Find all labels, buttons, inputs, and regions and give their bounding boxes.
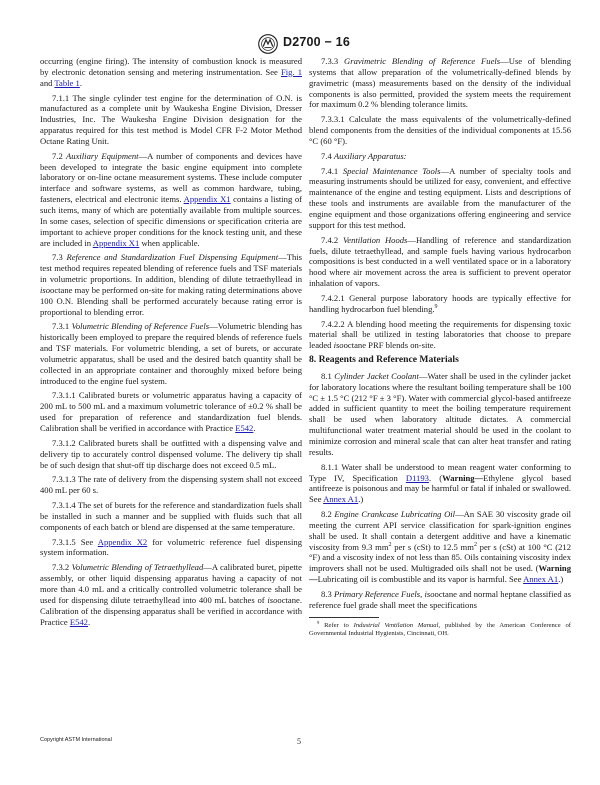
cross-reference-link[interactable]: Appendix X1 [92,237,140,248]
text-run: for volumetric reference fuel dispensing system information. [40,536,302,558]
text-run: —Use of blending systems that allow preparation of the volumetrically-defined blends by gravimetric (mass) measurements based on the density of the individual components is also permitted, provided the system meets the requirement for maximum 0.2 % blending tolerance limits. [309,56,571,110]
paragraph-p-7-3-2 [40,562,302,627]
cross-reference-link[interactable]: Annex A1 [523,574,559,585]
text-run: and [40,77,55,88]
text-run: —This test method requires repeated blending of reference fuels and TSF materials in volumetric proportions. In addition, blending of dilute tetraethyllead in [40,252,302,285]
text-run: Warning— [442,472,484,483]
text-run: octane may be performed on-site for making rating determinations above 100 O.N. Blending shall be performed accurately because rating error is proportional to blending error. [40,284,302,317]
text-run: —Volumetric blending has historically been employed to prepare the required blends of reference fuels and TSF materials. For volumetric blending, a set of burets, or accurate volumetric apparatus, shall be used and the desired batch quantity shall be collected in an appropriate container and thoroughly mixed before being introduced to the engine fuel system. [40,321,302,386]
text-run: 8. Reagents and Reference Materials [309,354,459,366]
text-run: 7.3.1.4 The set of burets for the reference and standardization fuels shall be installed in such a manner and be supplied with fluids such that all components of each batch or blend are dispensed at the same temperature. [40,500,302,532]
cross-reference-link[interactable]: Fig. 1 [280,66,303,77]
text-run: 8.3 [321,588,334,599]
page-number: 5 [297,737,301,746]
superscript: 2 [388,541,392,548]
paragraph-p-7-3-3-1 [309,114,571,147]
text-run: Gravimetric Blending of Reference Fuels [344,56,501,66]
paragraph-p-7-3-3 [309,56,571,110]
paragraph-p-7-3-1-3 [40,474,302,496]
paragraph-p-7-3-1-1 [40,390,302,433]
cross-reference-link[interactable]: E542 [235,423,254,433]
text-run: 7.3.3.1 Calculate the mass equivalents of the volumetrically-defined blend components from the densities of the individual components at 15.56 °C (60 °F). [309,114,571,146]
footnote-9 [309,619,571,638]
paragraph-p-7-3-1 [40,321,302,386]
text-run: Lubricating oil is combustible and its vapor is harmful. See [317,574,524,585]
text-run: , published by the American Conference of Governmental Industrial Hygienists, Cincinnati, OH. [309,621,571,637]
text-run: iso [424,588,435,599]
paragraph-p-7-1-1 [40,93,302,147]
text-run: Auxiliary Apparatus: [333,150,407,161]
superscript: 9 [317,619,320,625]
text-run: iso [40,284,51,295]
text-run: 8.1 [321,370,335,381]
footnote-separator [309,617,379,618]
paragraph-p-7-2 [40,151,302,249]
text-run: Volumetric Blending of Tetraethyllead [71,562,204,573]
paragraph-p-7-3-1-2 [40,438,302,471]
right-column [309,56,571,638]
section-heading [309,355,571,366]
paragraph-p-7-4-2 [309,235,571,289]
text-run: occurring (engine firing). The intensity of combustion knock is measured by electronic detonation sensing and metering instrumentation. See [40,56,302,77]
standard-designation: D2700 − 16 [283,35,350,49]
cross-reference-link[interactable]: Table 1 [54,77,80,88]
paragraph-p-7-3 [40,252,302,317]
text-run: Ventilation Hoods [342,234,408,245]
cross-reference-link[interactable]: E542 [69,616,88,627]
copyright-notice: Copyright ASTM International [40,737,112,743]
paragraph-p-7-4-2-1 [309,293,571,315]
text-run: Refer to [319,621,354,629]
text-run: —A number of specialty tools and measuring instruments should be utilized for easy, convenient, and effective maintenance of the engine and testing equipment. Lists and descriptions of these tools and instruments are available from the manufacturer of the engine equipment and those organizations offering engineering and service support for this test method. [309,165,571,230]
text-run: . [79,77,82,88]
paragraph-p-8-2 [309,509,571,585]
cross-reference-link[interactable]: Appendix X1 [183,194,231,205]
text-run: 7.4.2.1 General purpose laboratory hoods are typically effective for handling hydrocarbon fuel blending. [309,292,571,314]
text-run: —Handling of reference and standardization fuels, dilute tetraethyllead, and sample fuels having various hydrocarbon compositions is best conducted in a well ventilated space or in a laboratory hood where air movement across the area is sufficient to prevent operator inhalation of vapors. [309,234,571,289]
paragraph-p-7-4-2-2 [309,319,571,352]
text-run: 7.3.1.2 Calibrated burets shall be outfitted with a dispensing valve and delivery tip to accurately control dispensed volume. The delivery tip shall be of such design that shut-off tip discharge does not exceed 0.5 mL. [40,437,302,470]
text-run: —Water shall be used in the cylinder jacket for laboratory locations where the resultant boiling temperature shall be 100 °C ± 1.5 °C (212 °F ± 3 °F). Water with commercial glycol-based antifreeze added in sufficient quantity to meet the boiling temperature requirement shall be used when laboratory altitude dictates. A commercial multifunctional water treatment material should be used in the coolant to minimize corrosion and mineral scale that can alter heat transfer and rating results. [309,370,571,457]
superscript: 2 [473,541,477,548]
text-run: 7.3.1 [52,321,72,332]
text-run: 7.3.1.1 Calibrated burets or volumetric apparatus having a capacity of 200 mL to 500 mL and a maximum volumetric tolerance of ±0.2 % shall be used for preparation of reference and standardization fuel blends. Calibration shall be verified in accordance with Practice [40,390,302,433]
text-run: 7.3.1.5 See [52,536,98,547]
page-header [0,33,600,55]
astm-logo-icon [258,34,278,54]
text-run: Volumetric Blending of Reference Fuels [71,321,210,332]
text-run: 7.4.2 [321,234,343,245]
text-run: when applicable. [139,237,200,248]
cross-reference-link[interactable]: Appendix X2 [97,536,148,547]
text-run: Cylinder Jacket Coolant [334,370,419,381]
text-run: .) [358,494,364,505]
cross-reference-link[interactable]: D1193 [405,472,429,483]
cross-reference-link[interactable]: Annex A1 [323,494,359,505]
text-run: —A calibrated buret, pipette assembly, or other liquid dispensing apparatus having a capacity of not more than 4.0 mL and a critically controlled volumetric tolerance shall be used for dispensing dilute tetraethyllead into 400 mL batches of [40,562,303,605]
left-column [40,56,302,631]
text-run: 7.4.1 [321,165,343,176]
text-run: 7.1.1 The single cylinder test engine for the determination of O.N. is manufactured as a complete unit by Waukesha Engine Division, Dresser Industries, Inc. The Waukesha Engine Division designation for the apparatus required for this test method is Model CFR F-2 Motor Method Octane Rating Unit. [40,92,302,146]
text-run: Engine Crankcase Lubricating Oil [334,509,456,520]
text-run: Warning— [309,563,571,585]
text-run: Industrial Ventilation Manual [353,621,439,629]
text-run: . ( [428,472,443,483]
text-run: octane. Calibration of the dispensing apparatus shall be verified in accordance with Practice [40,594,302,627]
text-run: 7.3 [52,252,67,263]
text-run: —A number of components and devices have been developed to integrate the basic engine equipment into complete laboratory or on-line octane measurement systems. These include computer interface and software systems, as well as common hardware, tubing, fasteners, electrical and electronic items. [40,150,302,205]
text-run: octane and normal heptane classified as reference fuel grade shall meet the specifications [309,588,572,610]
paragraph-p-7-3-1-5 [40,537,302,559]
text-run: 8.2 [321,509,335,520]
text-run: 7.2 [52,150,67,161]
text-run: 8.1.1 Water shall be understood to mean reagent water conforming to Type IV, Specification [309,461,571,483]
text-run: . [87,616,91,627]
paragraph-p-cont [40,56,302,89]
text-run: —An SAE 30 viscosity grade oil meeting the current API service classification for spark-ignition engines shall be used. It shall contain a detergent additive and have a kinematic viscosity from 9.3 mm [309,509,572,552]
text-run: Primary Reference Fuels [333,588,421,599]
text-run: contains a listing of such items, many of which are potentially available from multiple sources. In some cases, selection of specific dimensions or specification criteria are important to achieve proper conditions for the knock testing unit, and these are included in [40,194,303,248]
paragraph-p-8-1 [309,371,571,458]
paragraph-p-7-4-1 [309,166,571,231]
paragraph-p-7-4 [309,151,571,162]
superscript: 9 [434,303,438,310]
text-run: 7.3.2 [52,562,72,573]
text-run: iso [333,340,344,351]
text-run: per s (cSt) at 100 °C (212 °F) and a viscosity index of not less than 85. Oils containing viscosity index improvers shall not be used. Multigraded oils shall not be used. ( [309,541,571,574]
text-run: 7.4 [321,150,334,161]
paragraph-p-8-1-1 [309,462,571,505]
text-run: Ethylene glycol based antifreeze is poisonous and may be harmful or fatal if inhaled or swallowed. See [309,472,572,505]
text-run: Reference and Standardization Fuel Dispensing Equipment [66,252,279,263]
text-run: iso [267,594,278,605]
text-run: , [420,588,425,599]
text-run: .) [558,574,564,585]
paragraph-p-7-3-1-4 [40,500,302,533]
text-run: 7.4.2.2 A blending hood meeting the requirements for dispensing toxic material shall be utilized in testing laboratories that choose to prepare leaded [309,318,571,351]
text-run: Auxiliary Equipment [66,150,139,161]
paragraph-p-8-3 [309,589,571,611]
text-run: 7.3.3 [321,56,345,66]
text-run: Special Maintenance Tools [342,165,441,176]
text-run: per s (cSt) to 12.5 mm [391,541,474,552]
text-run: . [253,423,256,433]
text-run: 7.3.1.3 The rate of delivery from the dispensing system shall not exceed 400 mL per 60 s. [40,474,302,496]
text-run: octane PRF blends on-site. [343,340,436,351]
